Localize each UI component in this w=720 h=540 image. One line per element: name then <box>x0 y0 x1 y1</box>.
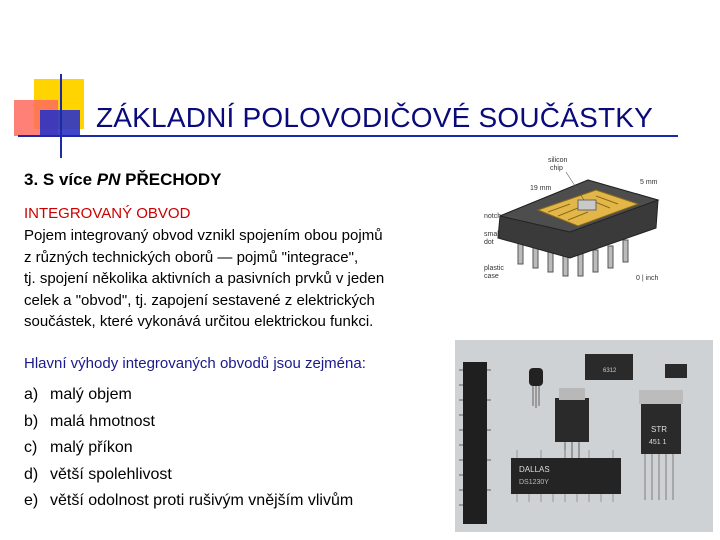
small-chip <box>665 364 687 378</box>
ic-line: tj. spojení několika aktivních a pasivních prvků v jeden <box>24 270 385 287</box>
list-item <box>24 488 353 515</box>
list-text: malý příkon <box>50 439 133 456</box>
label-inch: 0 | inch <box>636 275 659 282</box>
dallas-code: DS1230Y <box>519 479 549 486</box>
list-marker: a) <box>24 386 39 403</box>
list-text: větší odolnost proti rušivým vnějším vlivům <box>50 492 354 509</box>
list-marker: e) <box>24 492 39 509</box>
list-text: větší spolehlivost <box>50 465 172 483</box>
label-5mm: 5 mm <box>640 179 658 186</box>
decor-vertical-line <box>60 74 62 158</box>
ic-cutaway-diagram <box>478 150 678 285</box>
ic-components-photo <box>455 340 713 532</box>
silicon-chip-shape <box>578 200 596 210</box>
list-item <box>24 462 353 489</box>
label-dot: dot <box>484 239 494 246</box>
label-notch: notch <box>484 213 502 220</box>
label-small: small <box>484 231 501 238</box>
ic-line: celek a "obvod", tj. zapojení sestavené z elektrických <box>24 291 375 309</box>
ic-line: z různých technických oborů — pojmů "integrace", <box>24 248 359 266</box>
title-underline <box>18 135 678 137</box>
long-dip-chip <box>459 362 491 524</box>
list-item <box>24 382 353 409</box>
list-item <box>24 435 353 462</box>
label-silicon: silicon <box>548 157 568 164</box>
str-text: STR <box>651 425 667 434</box>
list-text: malý objem <box>50 386 132 403</box>
section-pn: PN <box>96 170 121 189</box>
ic-line: součástek, které vykonává určitou elektrickou funkci. <box>24 313 374 330</box>
dallas-label: DALLAS <box>519 465 550 474</box>
label-chip: chip <box>550 165 563 172</box>
list-text: malá hmotnost <box>50 412 155 430</box>
top-chip-text: 6312 <box>603 368 617 374</box>
ic-line: Pojem integrovaný obvod vznikl spojením obou pojmů <box>24 227 383 244</box>
advantages-list <box>24 382 353 515</box>
list-marker: b) <box>24 412 39 430</box>
slide-title: ZÁKLADNÍ POLOVODIČOVÉ SOUČÁSTKY <box>96 102 653 133</box>
list-item <box>24 409 353 436</box>
ic-heading: INTEGROVANÝ OBVOD <box>24 205 191 222</box>
section-prefix: 3. S více <box>24 170 97 189</box>
label-19mm: 19 mm <box>530 185 552 192</box>
section-heading <box>24 170 221 190</box>
advantages-heading: Hlavní výhody integrovaných obvodů jsou zejména: <box>24 355 366 372</box>
top-chip <box>585 354 633 380</box>
section-suffix: PŘECHODY <box>120 170 222 189</box>
label-plastic: plastic <box>484 265 504 272</box>
list-marker: c) <box>24 439 38 456</box>
label-case: case <box>484 273 499 280</box>
list-marker: d) <box>24 465 39 483</box>
ic-paragraph <box>24 225 464 333</box>
str-code: 451 1 <box>649 439 667 446</box>
